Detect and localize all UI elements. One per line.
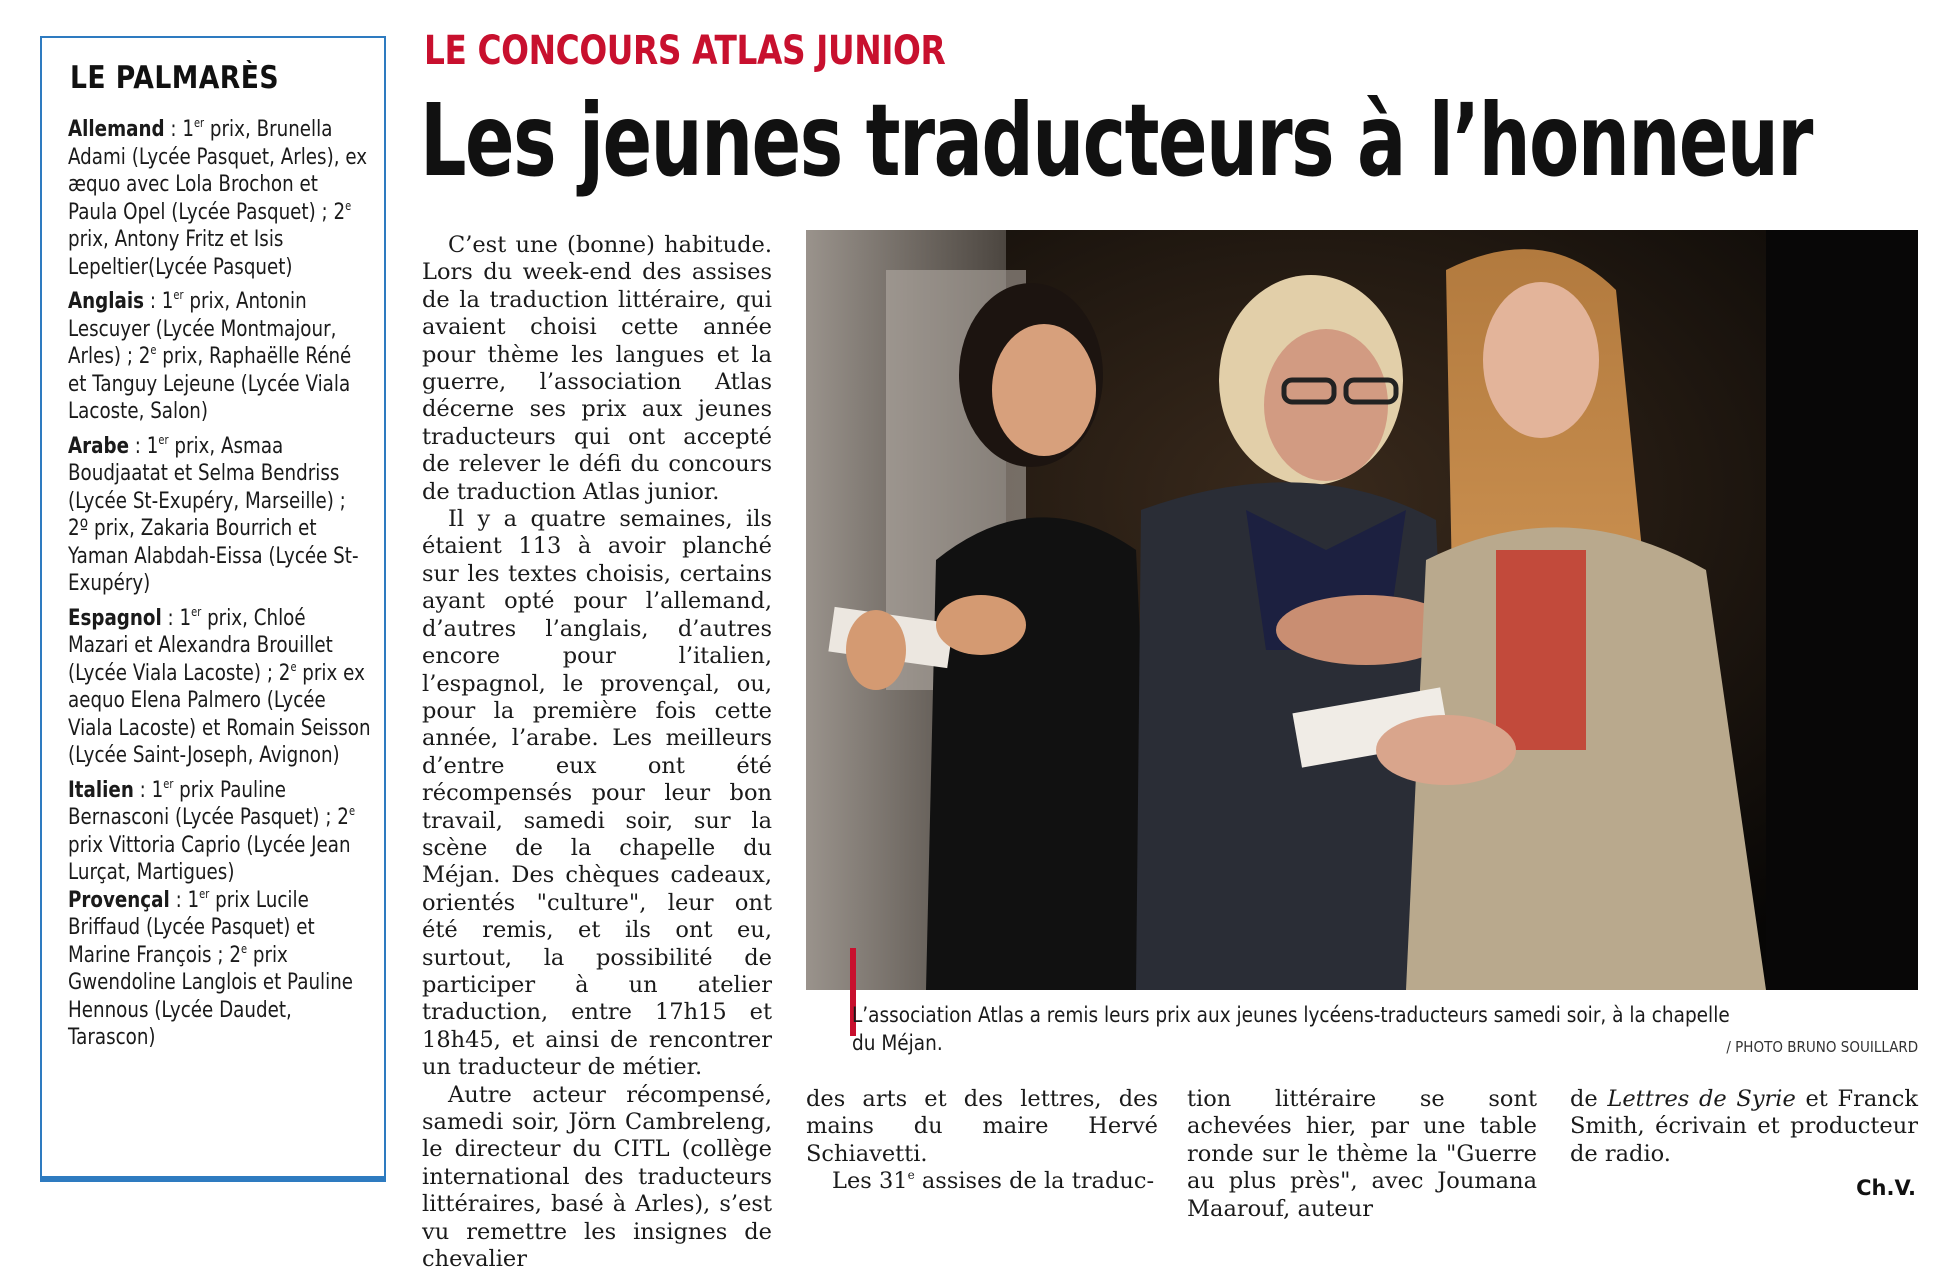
article-paragraph: tion littéraire se sont achevées hier, par une table ronde sur le thème la "Guerre au plus près", avec Joumana Maarouf, auteur	[1187, 1086, 1537, 1222]
photo-credit: / PHOTO BRUNO SOUILLARD	[1726, 1038, 1918, 1056]
article-column-4	[1570, 1086, 1918, 1168]
article-paragraph: Autre acteur récompensé, samedi soir, Jörn Cambreleng, le directeur du CITL (collège international des traducteurs littéraires, basé à Arles), s’est vu remettre les insignes de chevalier	[422, 1081, 772, 1273]
palmares-espagnol: Espagnol : 1er prix, Chloé Mazari et Alexandra Brouillet (Lycée Viala Lacoste) ; 2e prix ex aequo Elena Palmero (Lycée Viala Lacoste) et Romain Seisson (Lycée Saint-Joseph, Avignon)	[68, 604, 371, 768]
photo-caption: L’association Atlas a remis leurs prix aux jeunes lycéens-traducteurs samedi soir, à la chapelle du Méjan.	[852, 1003, 1730, 1056]
article-column-2	[806, 1086, 1158, 1196]
palmares-allemand: Allemand : 1er prix, Brunella Adami (Lycée Pasquet, Arles), ex æquo avec Lola Brochon et Paula Opel (Lycée Pasquet) ; 2e prix, Antony Fritz et Isis Lepeltier(Lycée Pasquet)	[68, 116, 368, 280]
article-paragraph: C’est une (bonne) habitude. Lors du week-end des assises de la traduction littéraire, qui avaient choisi cette année pour thème les langues et la guerre, l’association Atlas décerne ses prix aux jeunes traducteurs qui ont accepté de relever le défi du concours de traduction Atlas junior.	[422, 232, 772, 505]
palmares-box	[40, 36, 386, 1182]
author-signature: Ch.V.	[1856, 1176, 1916, 1200]
palmares-italien: Italien : 1er prix Pauline Bernasconi (Lycée Pasquet) ; 2e prix Vittoria Caprio (Lycée Jean Lurçat, Martigues)	[68, 776, 355, 885]
article-paragraph: Il y a quatre semaines, ils étaient 113 à avoir planché sur les textes choisis, certains ayant opté pour l’allemand, d’autres l’anglais, d’autres encore pour l’italien, l’espagnol, le provençal, ou, pour la première fois cette année, l’arabe. Les meilleurs d’entre eux ont été récompensés pour leur bon travail, samedi soir, sur la scène de la chapelle du Méjan. Des chèques cadeaux, orientés "culture", leur ont été remis, et ils ont eu, surtout, la possibilité de participer à un atelier traduction, entre 17h15 et 18h45, et ainsi de rencontrer un traducteur de métier.	[422, 506, 772, 1081]
palmares-arabe: Arabe : 1er prix, Asmaa Boudjaatat et Selma Bendriss (Lycée St-Exupéry, Marseille) ; 2º prix, Zakaria Bourrich et Yaman Alabdah-Eissa (Lycée St-Exupéry)	[68, 432, 359, 596]
article-column-1	[422, 232, 772, 1273]
palmares-provencal: Provençal : 1er prix Lucile Briffaud (Lycée Pasquet) et Marine François ; 2e prix Gwendoline Langlois et Pauline Hennous (Lycée Daudet, Tarascon)	[68, 886, 354, 1050]
palmares-anglais: Anglais : 1er prix, Antonin Lescuyer (Lycée Montmajour, Arles) ; 2e prix, Raphaëlle Réné et Tanguy Lejeune (Lycée Viala Lacoste, Salon)	[68, 288, 352, 424]
palmares-title: LE PALMARÈS	[70, 60, 280, 96]
photo-illustration	[806, 230, 1918, 990]
article-column-3	[1187, 1086, 1537, 1223]
palmares-list	[68, 116, 371, 1059]
article-paragraph: des arts et des lettres, des mains du maire Hervé Schiavetti.	[806, 1086, 1158, 1167]
headline: Les jeunes traducteurs à l’honneur	[420, 82, 1812, 199]
article-paragraph: de Lettres de Syrie et Franck Smith, écrivain et producteur de radio.	[1570, 1086, 1918, 1167]
article-photo	[806, 230, 1918, 990]
article-paragraph: Les 31e assises de la traduc-	[832, 1168, 1155, 1195]
kicker: LE CONCOURS ATLAS JUNIOR	[424, 28, 946, 74]
